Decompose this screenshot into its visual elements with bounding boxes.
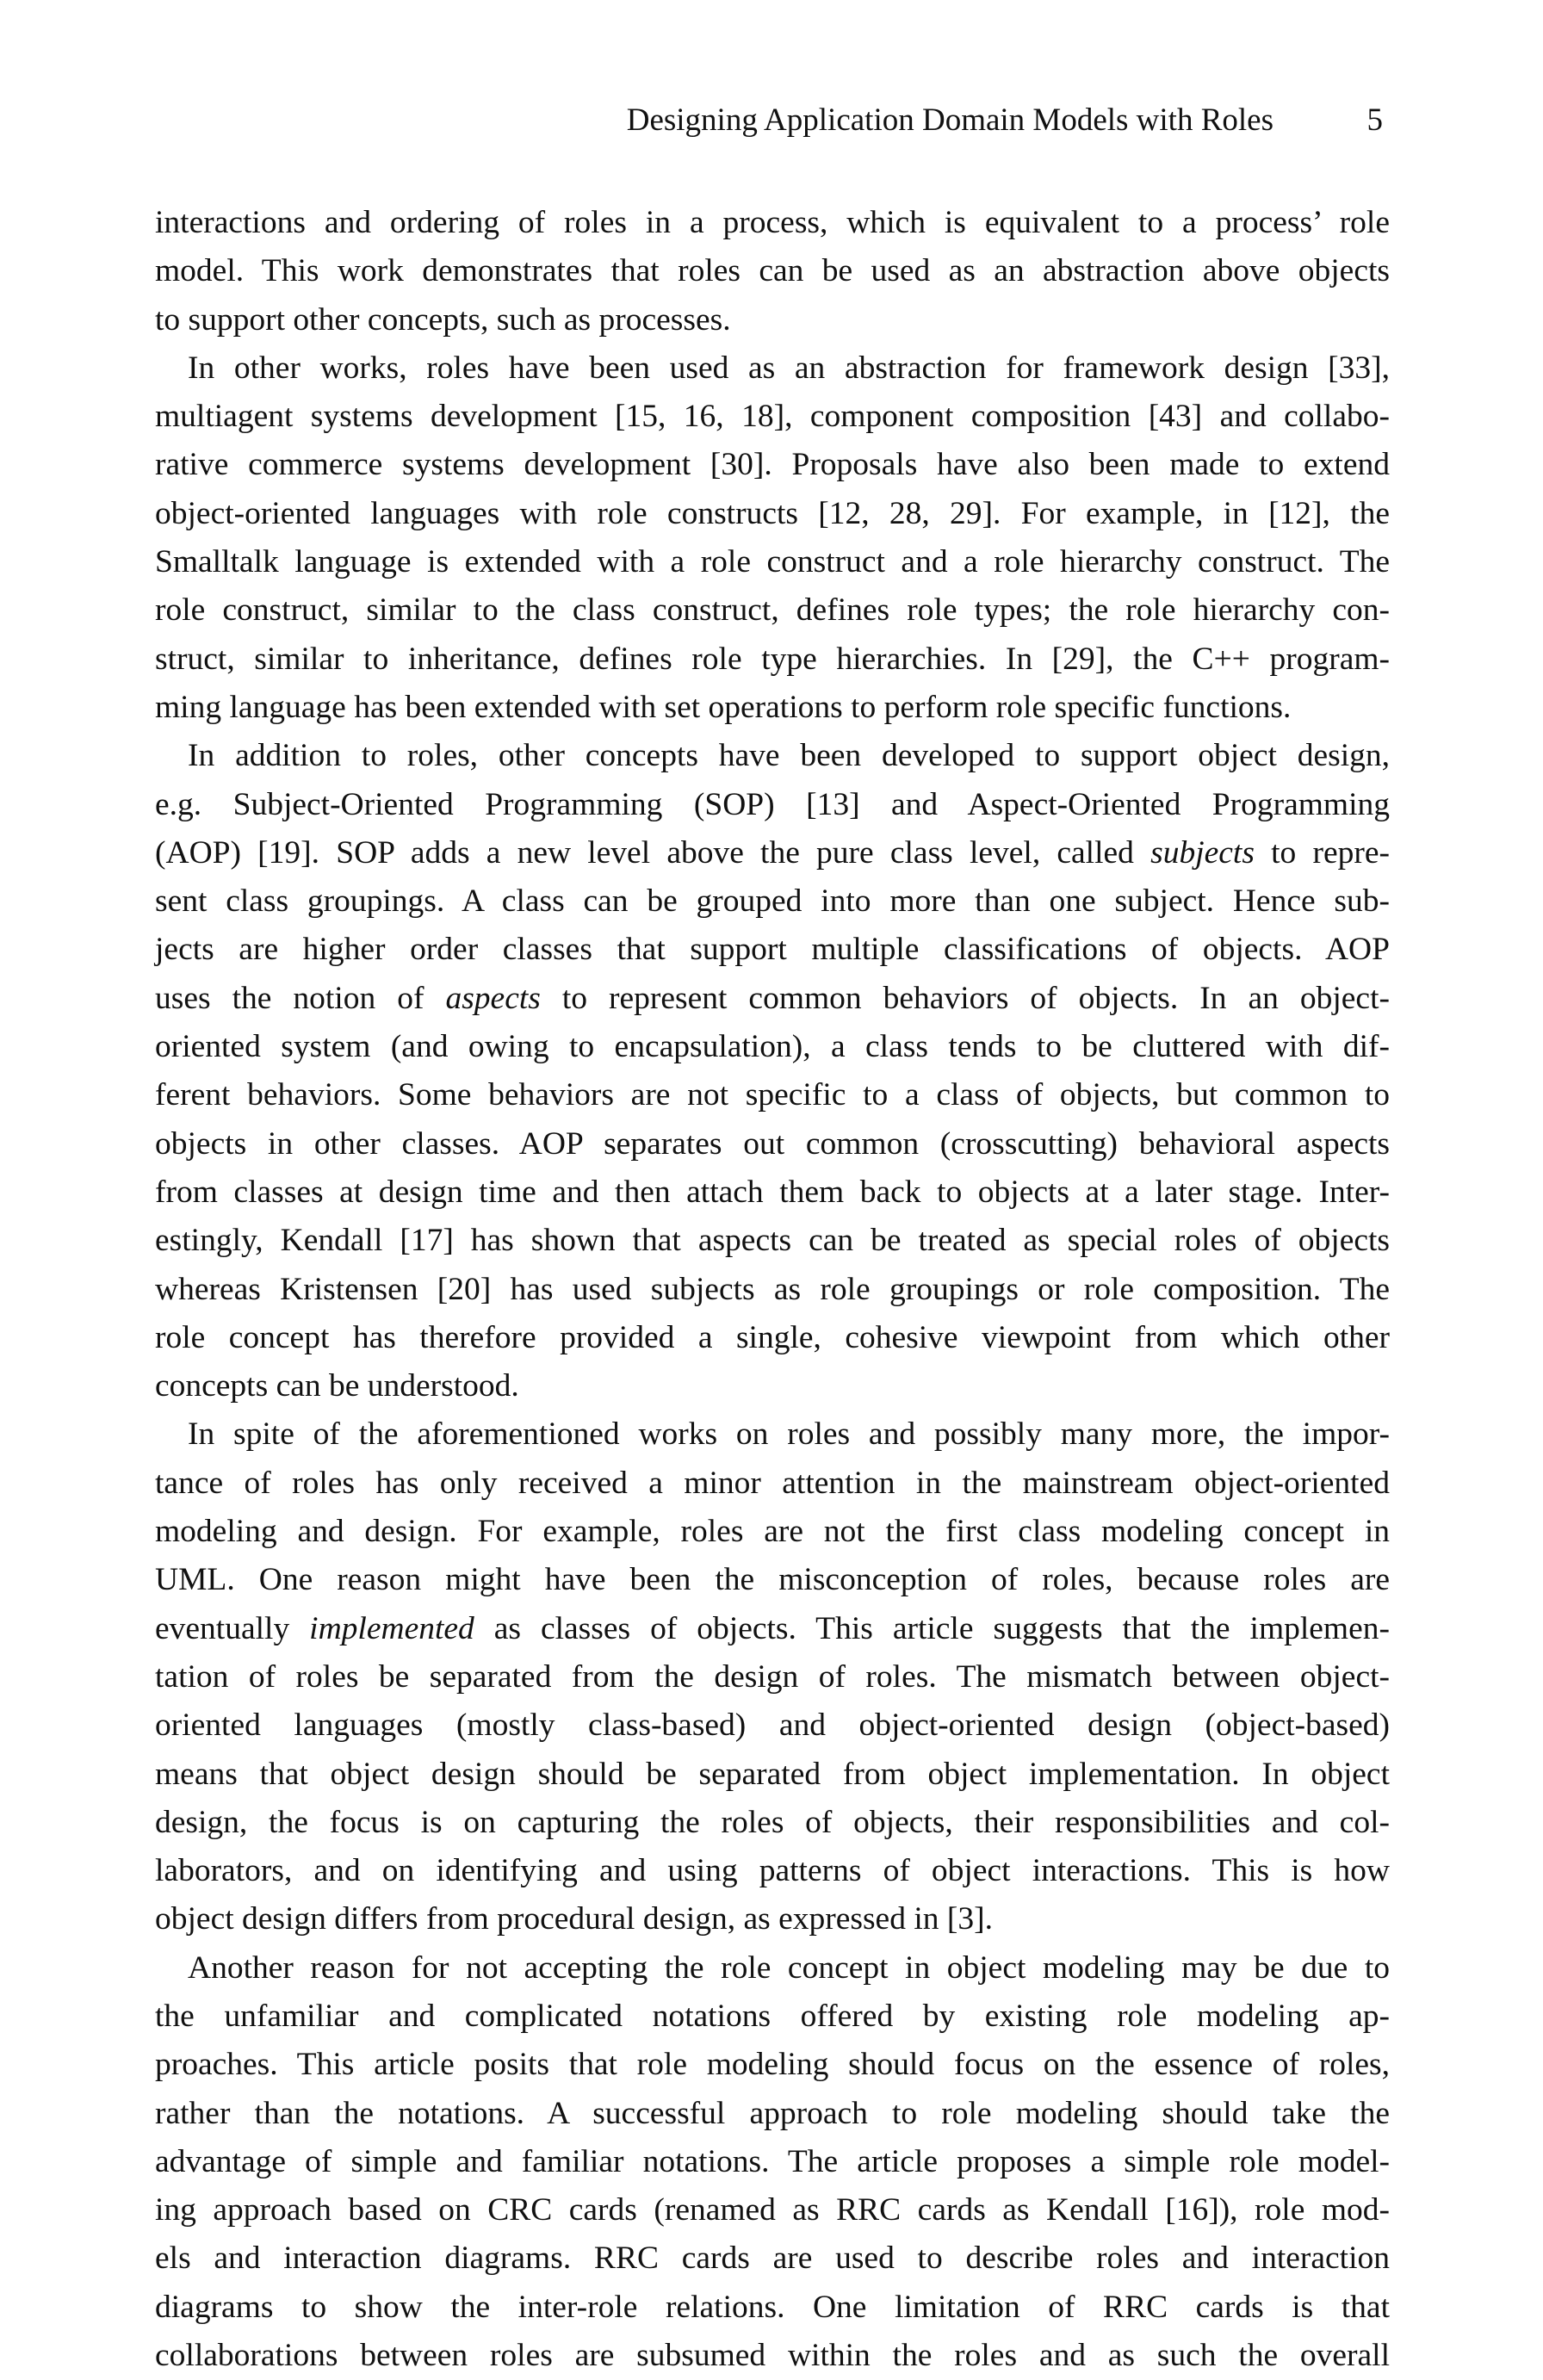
- text-line: collaborations between roles are subsumed within the roles and as such the overall: [155, 2338, 1390, 2374]
- text-line: ferent behaviors. Some behaviors are not specific to a class of objects, but common to: [155, 1077, 1390, 1113]
- text-line: Another reason for not accepting the role concept in object modeling may be due to: [188, 1949, 1390, 1986]
- text-line: struct, similar to inheritance, defines role type hierarchies. In [29], the C++ program-: [155, 641, 1390, 677]
- text-line: concepts can be understood.: [155, 1368, 519, 1404]
- paragraph: [155, 732, 1390, 1410]
- text-line: e.g. Subject-Oriented Programming (SOP) [13] and Aspect-Oriented Programming: [155, 786, 1390, 822]
- text-line: eventually implemented as classes of objects. This article suggests that the implemen-: [155, 1610, 1390, 1646]
- body-text: [155, 199, 1390, 2380]
- text-line: ming language has been extended with set operations to perform role specific functions.: [155, 689, 1292, 725]
- text-line: modeling and design. For example, roles are not the first class modeling concept in: [155, 1514, 1390, 1550]
- running-title: Designing Application Domain Models with Roles: [626, 102, 1273, 138]
- text-line: UML. One reason might have been the misconception of roles, because roles are: [155, 1562, 1390, 1598]
- text-line: model. This work demonstrates that roles can be used as an abstraction above objects: [155, 253, 1390, 289]
- text-line: (AOP) [19]. SOP adds a new level above the pure class level, called subjects to repre-: [155, 834, 1390, 871]
- emphasized-term: implemented: [309, 1610, 474, 1646]
- text-line: advantage of simple and familiar notations. The article proposes a simple role model-: [155, 2143, 1390, 2179]
- text-line: tation of roles be separated from the design of roles. The mismatch between object-: [155, 1658, 1390, 1695]
- text-line: multiagent systems development [15, 16, 18], component composition [43] and collabo-: [155, 399, 1390, 435]
- text-line: uses the notion of aspects to represent common behaviors of objects. In an object-: [155, 980, 1390, 1016]
- text-line: object design differs from procedural design, as expressed in [3].: [155, 1901, 993, 1937]
- text-line: ing approach based on CRC cards (renamed as RRC cards as Kendall [16]), role mod-: [155, 2192, 1390, 2228]
- text-line: role concept has therefore provided a single, cohesive viewpoint from which other: [155, 1319, 1390, 1355]
- paragraph: [155, 199, 1390, 344]
- emphasized-term: aspects: [445, 980, 541, 1016]
- text-line: design, the focus is on capturing the roles of objects, their responsibilities and col-: [155, 1804, 1390, 1840]
- text-line: jects are higher order classes that support multiple classifications of objects. AOP: [155, 932, 1390, 968]
- text-line: objects in other classes. AOP separates out common (crosscutting) behavioral aspects: [155, 1125, 1390, 1162]
- text-line: els and interaction diagrams. RRC cards are used to describe roles and interaction: [155, 2241, 1390, 2277]
- text-line: role construct, similar to the class construct, defines role types; the role hierarchy con-: [155, 592, 1390, 629]
- paragraph: [155, 1410, 1390, 1943]
- text-line: Smalltalk language is extended with a role construct and a role hierarchy construct. The: [155, 544, 1390, 580]
- text-line: In other works, roles have been used as an abstraction for framework design [33],: [188, 350, 1390, 386]
- paragraph: [155, 344, 1390, 732]
- paragraph: [155, 1944, 1390, 2380]
- text-line: diagrams to show the inter-role relations. One limitation of RRC cards is that: [155, 2289, 1390, 2325]
- page-header: [155, 96, 1390, 145]
- text-line: oriented languages (mostly class-based) and object-oriented design (object-based): [155, 1708, 1390, 1744]
- text-line: In addition to roles, other concepts have been developed to support object design,: [188, 738, 1390, 774]
- text-line: whereas Kristensen [20] has used subjects as role groupings or role composition. The: [155, 1271, 1390, 1307]
- text-line: laborators, and on identifying and using patterns of object interactions. This is how: [155, 1853, 1390, 1889]
- text-line: object-oriented languages with role constructs [12, 28, 29]. For example, in [12], the: [155, 495, 1390, 531]
- text-line: interactions and ordering of roles in a process, which is equivalent to a process’ role: [155, 205, 1390, 240]
- emphasized-term: subjects: [1150, 834, 1255, 871]
- text-line: In spite of the aforementioned works on roles and possibly many more, the impor-: [188, 1416, 1390, 1453]
- text-line: means that object design should be separated from object implementation. In object: [155, 1756, 1390, 1792]
- text-line: from classes at design time and then attach them back to objects at a later stage. Inter-: [155, 1174, 1390, 1210]
- text-line: sent class groupings. A class can be grouped into more than one subject. Hence sub-: [155, 883, 1390, 920]
- text-line: the unfamiliar and complicated notations offered by existing role modeling ap-: [155, 1998, 1390, 2034]
- text-line: tance of roles has only received a minor attention in the mainstream object-oriented: [155, 1465, 1390, 1501]
- text-line: oriented system (and owing to encapsulation), a class tends to be cluttered with dif-: [155, 1029, 1390, 1065]
- text-line: rather than the notations. A successful approach to role modeling should take the: [155, 2095, 1390, 2131]
- page-number: 5: [1366, 102, 1383, 138]
- text-line: estingly, Kendall [17] has shown that aspects can be treated as special roles of objects: [155, 1223, 1390, 1259]
- text-line: proaches. This article posits that role modeling should focus on the essence of roles,: [155, 2047, 1390, 2083]
- text-line: to support other concepts, such as processes.: [155, 301, 731, 338]
- text-line: rative commerce systems development [30]. Proposals have also been made to extend: [155, 447, 1390, 483]
